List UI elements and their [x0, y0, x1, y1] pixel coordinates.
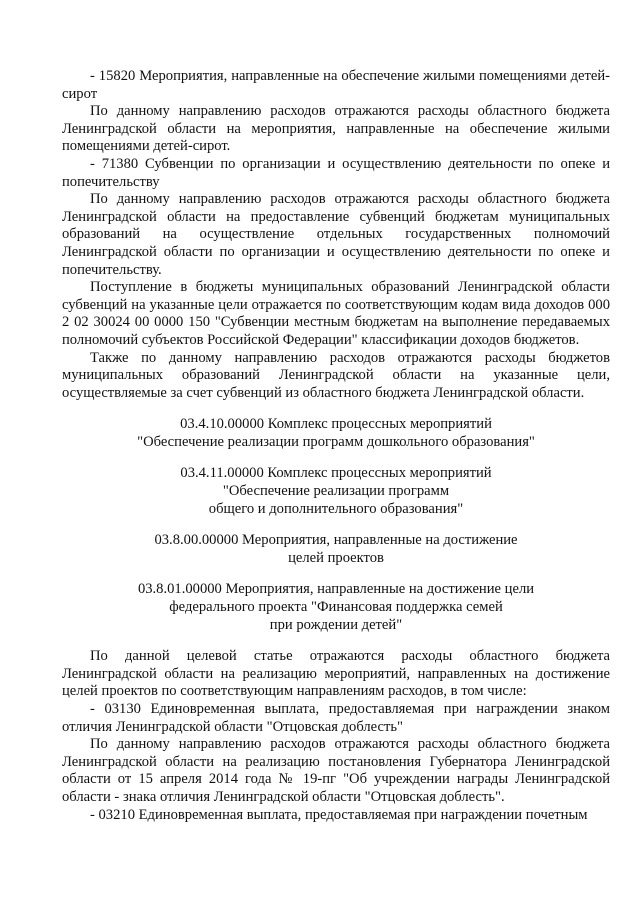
heading-03-4-11 — [62, 465, 610, 518]
paragraph-municipal-expenses: Также по данному направлению расходов отражаются расходы бюджетов муниципальных образований Ленинградской области на указанные цели, осуществляемые за счет субвенций из областного бюджета Ленинградской области. — [62, 349, 610, 401]
heading-line: целей проектов — [288, 549, 384, 566]
heading-line: "Обеспечение реализации программ — [222, 483, 450, 500]
paragraph-03210: - 03210 Единовременная выплата, предоставляемая при награждении почетным — [90, 806, 588, 823]
heading-line: федерального проекта "Финансовая поддержка семей — [169, 599, 503, 616]
heading-line: при рождении детей" — [269, 616, 403, 633]
heading-line: 03.4.11.00000 Комплекс процессных мероприятий — [180, 465, 492, 482]
heading-line: "Обеспечение реализации программ дошкольного образования" — [137, 433, 535, 450]
spacer — [62, 402, 610, 416]
paragraph-03130: - 03130 Единовременная выплата, предоставляемая при награждении знаком отличия Ленинградской области "Отцовская доблесть" — [62, 701, 610, 735]
heading-03-4-10 — [62, 416, 610, 451]
paragraph-71380-description: По данному направлению расходов отражаются расходы областного бюджета Ленинградской области на предоставление субвенций бюджетам муниципальных образований на осуществление отдельных государственных полномочий Ленинградской области по организации и осуществлению деятельности по опеке и попечительству. — [62, 191, 610, 278]
paragraph-15820: - 15820 Мероприятия, направленные на обеспечение жилыми помещениями детей-сирот — [62, 68, 610, 102]
paragraph-71380: - 71380 Субвенции по организации и осуществлению деятельности по опеке и попечительству — [62, 155, 610, 190]
heading-03-8-00 — [62, 532, 610, 567]
heading-line: 03.8.01.00000 Мероприятия, направленные на достижение цели — [137, 581, 535, 598]
heading-line: 03.8.00.00000 Мероприятия, направленные на достижение — [154, 532, 518, 549]
paragraph-target-article: По данной целевой статье отражаются расходы областного бюджета Ленинградской области на реализацию мероприятий, направленных на достижение целей проектов по соответствующим направлениям расходов, в том числе: — [62, 648, 610, 700]
paragraph-revenue-codes: Поступление в бюджеты муниципальных образований Ленинградской области субвенций на указанные цели отражается по соответствующим кодам вида доходов 000 2 02 30024 00 0000 150 "Субвенции местным бюджетам на выполнение передаваемых полномочий субъектов Российской Федерации" классификации доходов бюджетов. — [62, 279, 610, 348]
paragraph-15820-description: По данному направлению расходов отражаются расходы областного бюджета Ленинградской области на мероприятия, направленные на обеспечение жилыми помещениями детей-сирот. — [62, 103, 610, 155]
paragraph-03130-description: По данному направлению расходов отражаются расходы областного бюджета Ленинградской области на реализацию постановления Губернатора Ленинградской области от 15 апреля 2014 года № 19-пг "Об учреждении награды Ленинградской области - знака отличия Ленинградской области "Отцовская доблесть". — [62, 736, 610, 805]
heading-line: 03.4.10.00000 Комплекс процессных мероприятий — [180, 416, 492, 433]
heading-03-8-01 — [62, 581, 610, 634]
heading-line: общего и дополнительного образования" — [208, 500, 464, 517]
